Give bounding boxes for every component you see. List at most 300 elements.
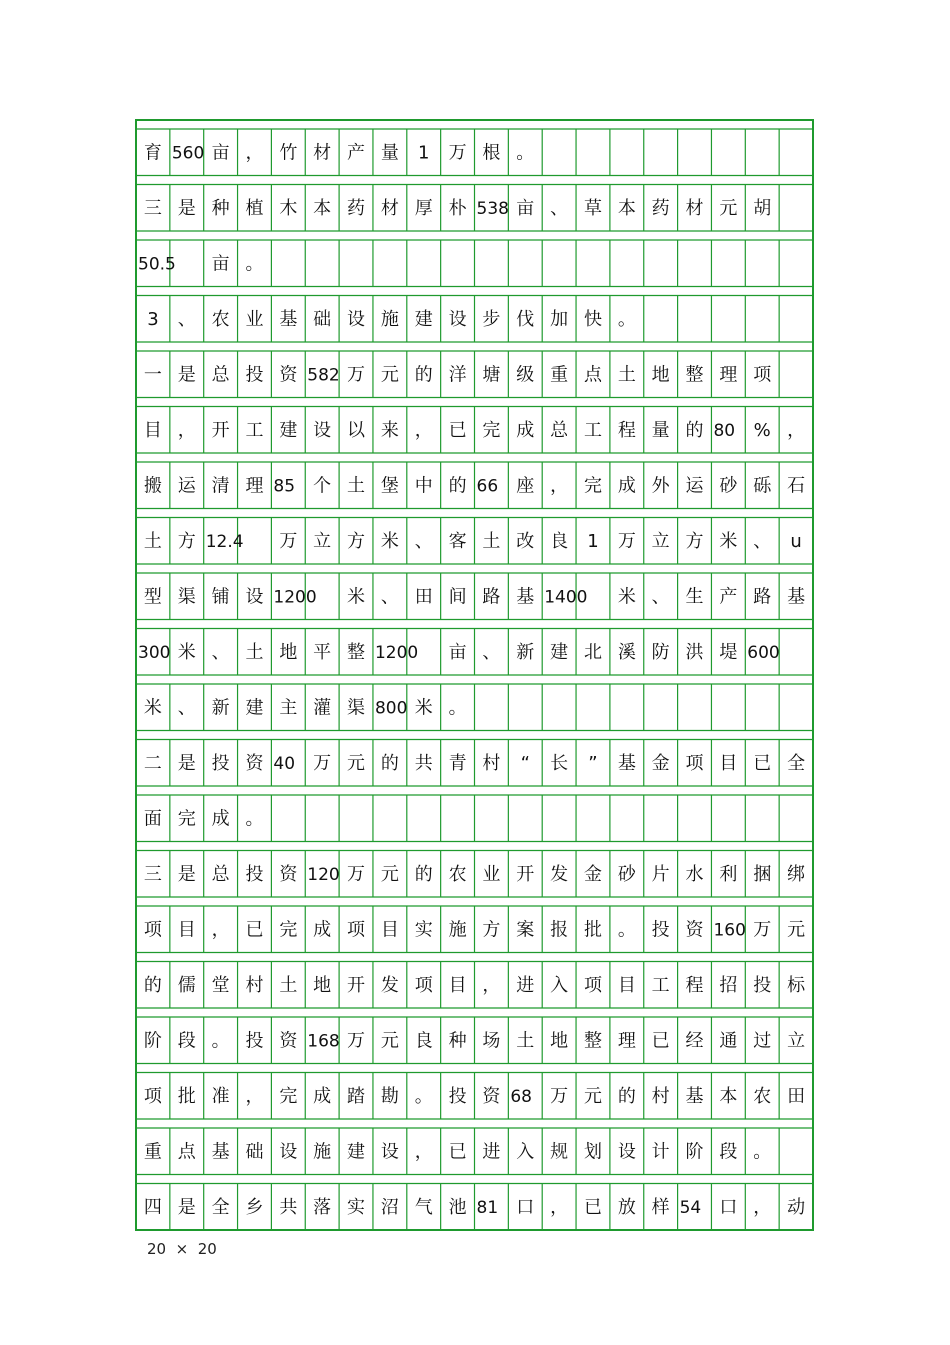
- grid-cell-text: 建: [279, 419, 298, 441]
- grid-cell-text: 、: [177, 697, 196, 719]
- grid-cell-text: 。: [753, 1141, 772, 1163]
- grid-cell-text: 完: [583, 475, 602, 497]
- grid-cell-text: 投: [211, 752, 230, 774]
- grid-cell-text: 目: [143, 419, 162, 441]
- grid-cell-text: 万: [347, 1030, 366, 1052]
- grid-cell-text: 程: [617, 419, 636, 441]
- grid-cell-text: 堂: [211, 974, 230, 996]
- grid-cell-text: %: [753, 419, 771, 441]
- grid-cell-text: 运: [685, 475, 704, 497]
- grid-cell-text: 快: [583, 308, 602, 330]
- grid-cell-text: 育: [143, 142, 162, 164]
- grid-cell-text: 草: [583, 197, 602, 219]
- grid-cell-text: 建: [245, 697, 264, 719]
- grid-cell-text: ，: [787, 419, 806, 441]
- grid-cell-text: 片: [651, 863, 670, 885]
- grid-cell-text: 口: [719, 1196, 738, 1218]
- grid-cell-text: 目: [617, 974, 636, 996]
- grid-cell-text: 搬: [143, 475, 162, 497]
- grid-cell-text: 成: [313, 1085, 332, 1107]
- grid-cell-text: 成: [516, 419, 535, 441]
- grid-cell-text: 是: [177, 197, 196, 219]
- grid-cell-text: 理: [245, 475, 264, 497]
- grid-cell-text: 设: [279, 1141, 298, 1163]
- grid-cell-text: 项: [347, 919, 366, 941]
- grid-cell-text: 材: [313, 142, 332, 164]
- grid-cell-text: 成: [211, 808, 230, 830]
- grid-cell-text: 项: [753, 364, 772, 386]
- grid-cell-text: 资: [245, 752, 264, 774]
- grid-cell-text: 石: [787, 475, 806, 497]
- grid-cell-text: 米: [177, 641, 196, 663]
- grid-cell-text: ，: [245, 1085, 264, 1107]
- grid-cell-text: 立: [651, 530, 670, 552]
- grid-cell-text: 设: [245, 586, 264, 608]
- grid-cell-text: u: [790, 530, 802, 552]
- grid-cell-text: 立: [313, 530, 332, 552]
- grid-cell-text: 重: [550, 364, 569, 386]
- grid-cell-text: ，: [753, 1196, 772, 1218]
- grid-cell-text: ，: [482, 974, 501, 996]
- grid-cell-text: 案: [516, 919, 535, 941]
- grid-cell-text: 538: [476, 198, 509, 219]
- grid-cell-text: 元: [380, 863, 399, 885]
- grid-cell-text: 平: [313, 641, 332, 663]
- grid-cell-text: 目: [177, 919, 196, 941]
- grid-cell-text: 田: [414, 586, 433, 608]
- grid-cell-text: 米: [143, 697, 162, 719]
- grid-cell-text: 清: [211, 475, 230, 497]
- grid-cell-text: 批: [583, 919, 602, 941]
- grid-cell-text: 规: [550, 1141, 569, 1163]
- grid-cell-text: 资: [685, 919, 704, 941]
- grid-cell-text: 础: [313, 308, 332, 330]
- grid-cell-text: ”: [588, 752, 598, 774]
- grid-cell-text: 已: [753, 752, 772, 774]
- grid-cell-text: 整: [685, 364, 704, 386]
- grid-cell-text: 1200: [273, 587, 317, 608]
- grid-cell-text: 、: [753, 530, 772, 552]
- grid-cell-text: 、: [550, 197, 569, 219]
- grid-cell-text: 1400: [544, 587, 588, 608]
- grid-cell-text: 个: [313, 475, 332, 497]
- grid-cell-text: 场: [482, 1030, 501, 1052]
- grid-cell-text: 元: [380, 364, 399, 386]
- grid-cell-text: 金: [651, 752, 670, 774]
- grid-cell-text: 亩: [448, 641, 467, 663]
- grid-cell-text: 型: [143, 586, 162, 608]
- grid-cell-text: 投: [448, 1085, 467, 1107]
- grid-cell-text: 300: [138, 642, 171, 663]
- grid-cell-text: 样: [651, 1196, 670, 1218]
- grid-cell-text: 米: [380, 530, 399, 552]
- grid-cell-text: 灌: [313, 697, 332, 719]
- grid-cell-text: 业: [482, 863, 501, 885]
- grid-cell-text: 项: [143, 1085, 162, 1107]
- grid-cell-text: 项: [685, 752, 704, 774]
- grid-cell-text: 。: [414, 1085, 433, 1107]
- grid-cell-text: 溪: [617, 641, 636, 663]
- grid-cell-text: 竹: [279, 142, 298, 164]
- grid-cell-text: 农: [211, 308, 230, 330]
- grid-cell-text: 入: [550, 974, 569, 996]
- grid-cell-text: 66: [476, 476, 499, 497]
- grid-cell-text: 根: [482, 142, 501, 164]
- grid-cell-text: 全: [787, 752, 806, 774]
- grid-cell-text: 产: [719, 586, 738, 608]
- grid-cell-text: 砂: [719, 475, 738, 497]
- grid-cell-text: 开: [211, 419, 230, 441]
- grid-cell-text: 万: [313, 752, 332, 774]
- grid-cell-text: 动: [787, 1196, 806, 1218]
- grid-cell-text: 渠: [177, 586, 196, 608]
- grid-cell-text: 池: [448, 1196, 467, 1218]
- grid-cell-text: 级: [516, 364, 535, 386]
- grid-cell-text: ，: [550, 1196, 569, 1218]
- grid-cell-text: 报: [550, 919, 569, 941]
- grid-cell-text: 的: [448, 475, 467, 497]
- grid-cell-text: 进: [482, 1141, 501, 1163]
- grid-cell-text: 村: [245, 974, 264, 996]
- grid-cell-text: 投: [245, 364, 264, 386]
- grid-cell-text: 工: [583, 419, 602, 441]
- grid-cell-text: 地: [651, 364, 670, 386]
- grid-cell-text: 万: [279, 530, 298, 552]
- grid-cell-text: 目: [719, 752, 738, 774]
- grid-cell-text: 资: [482, 1085, 501, 1107]
- grid-cell-text: 方: [482, 919, 501, 941]
- grid-cell-text: 81: [476, 1197, 499, 1218]
- grid-cell-text: 是: [177, 752, 196, 774]
- grid-cell-text: 基: [279, 308, 298, 330]
- grid-cell-text: 划: [583, 1141, 602, 1163]
- grid-cell-text: 设: [617, 1141, 636, 1163]
- grid-cell-text: 塘: [482, 364, 501, 386]
- grid-cell-text: 目: [380, 919, 399, 941]
- grid-cell-text: 发: [380, 974, 399, 996]
- grid-cell-text: ，: [414, 419, 433, 441]
- grid-cell-text: 堡: [380, 475, 399, 497]
- grid-cell-text: 土: [482, 530, 501, 552]
- grid-cell-text: 。: [245, 253, 264, 275]
- grid-cell-text: 招: [719, 974, 738, 996]
- grid-cell-text: 项: [583, 974, 602, 996]
- grid-cell-text: 已: [448, 1141, 467, 1163]
- grid-cell-text: 工: [245, 419, 264, 441]
- grid-cell-text: 生: [685, 586, 704, 608]
- grid-cell-text: 土: [279, 974, 298, 996]
- grid-cell-text: 四: [143, 1196, 162, 1218]
- grid-cell-text: 中: [414, 475, 433, 497]
- grid-cell-text: 投: [245, 1030, 264, 1052]
- grid-cell-text: 发: [550, 863, 569, 885]
- grid-cell-text: “: [520, 752, 530, 774]
- grid-cell-text: 面: [143, 808, 162, 830]
- grid-cell-text: 植: [245, 197, 264, 219]
- grid-cell-text: 步: [482, 308, 501, 330]
- grid-cell-text: 材: [685, 197, 704, 219]
- grid-cell-text: 基: [617, 752, 636, 774]
- grid-cell-text: 元: [719, 197, 738, 219]
- grid-cell-text: 儒: [177, 974, 196, 996]
- grid-cell-text: 亩: [516, 197, 535, 219]
- grid-cell-text: 基: [685, 1085, 704, 1107]
- grid-cell-text: 村: [651, 1085, 670, 1107]
- grid-cell-text: 勘: [380, 1085, 399, 1107]
- grid-cell-text: 铺: [211, 586, 230, 608]
- grid-cell-text: 是: [177, 364, 196, 386]
- grid-cell-text: 设: [448, 308, 467, 330]
- grid-cell-text: 厚: [414, 197, 433, 219]
- grid-cell-text: 总: [211, 863, 230, 885]
- grid-cell-text: 是: [177, 863, 196, 885]
- grid-cell-text: 绑: [787, 863, 806, 885]
- grid-cell-text: 。: [448, 697, 467, 719]
- grid-cell-text: 地: [313, 974, 332, 996]
- grid-cell-text: 实: [414, 919, 433, 941]
- grid-cell-text: 的: [685, 419, 704, 441]
- grid-cell-text: 砾: [753, 475, 772, 497]
- grid-size-label: 20 × 20: [147, 1240, 217, 1258]
- grid-cell-text: 54: [679, 1197, 702, 1218]
- grid-cell-text: 施: [313, 1141, 332, 1163]
- grid-cell-text: 土: [143, 530, 162, 552]
- grid-cell-text: 乡: [245, 1196, 264, 1218]
- grid-cell-text: 是: [177, 1196, 196, 1218]
- grid-cell-text: 土: [347, 475, 366, 497]
- grid-cell-text: 投: [753, 974, 772, 996]
- grid-cell-text: 12.4: [205, 531, 244, 552]
- grid-cell-text: 投: [651, 919, 670, 941]
- grid-cell-text: 共: [279, 1196, 298, 1218]
- grid-cell-text: 长: [550, 752, 569, 774]
- grid-cell-text: 本: [313, 197, 332, 219]
- grid-cell-text: 入: [516, 1141, 535, 1163]
- grid-cell-text: 投: [245, 863, 264, 885]
- grid-cell-text: ，: [550, 475, 569, 497]
- grid-cell-text: 外: [651, 475, 670, 497]
- grid-cell-text: 利: [719, 863, 738, 885]
- grid-cell-text: 已: [448, 419, 467, 441]
- grid-cell-text: 、: [380, 586, 399, 608]
- grid-cell-text: 的: [143, 974, 162, 996]
- grid-cell-text: 阶: [143, 1030, 162, 1052]
- grid-cell-text: 的: [380, 752, 399, 774]
- grid-cell-text: 560: [171, 143, 205, 164]
- grid-cell-text: 施: [448, 919, 467, 941]
- grid-cell-text: 、: [482, 641, 501, 663]
- grid-cell-text: 完: [279, 919, 298, 941]
- grid-cell-text: 防: [651, 641, 670, 663]
- grid-cell-text: 总: [211, 364, 230, 386]
- grid-cell-text: 资: [279, 364, 298, 386]
- grid-cell-text: 田: [787, 1085, 806, 1107]
- grid-cell-text: 落: [313, 1196, 332, 1218]
- grid-cell-text: 口: [516, 1196, 535, 1218]
- grid-cell-text: 以: [347, 419, 366, 441]
- grid-cell-text: 业: [245, 308, 264, 330]
- grid-cell-text: 进: [516, 974, 535, 996]
- grid-cell-text: 已: [583, 1196, 602, 1218]
- grid-cell-text: 设: [380, 1141, 399, 1163]
- grid-cell-text: 北: [583, 641, 602, 663]
- grid-cell-text: 准: [211, 1085, 230, 1107]
- grid-cell-text: 3: [147, 308, 159, 330]
- grid-cell-text: 开: [347, 974, 366, 996]
- grid-cell-text: 。: [617, 919, 636, 941]
- grid-cell-text: 胡: [753, 197, 772, 219]
- grid-cell-text: 已: [245, 919, 264, 941]
- grid-cell-text: 完: [279, 1085, 298, 1107]
- grid-cell-text: 成: [313, 919, 332, 941]
- grid-cell-text: 万: [448, 142, 467, 164]
- grid-cell-text: 施: [380, 308, 399, 330]
- grid-cell-text: 、: [211, 641, 230, 663]
- grid-cell-text: 材: [380, 197, 399, 219]
- grid-cell-text: 项: [143, 919, 162, 941]
- grid-cell-text: 共: [414, 752, 433, 774]
- grid-cell-text: 600: [747, 642, 780, 663]
- grid-cell-text: 渠: [347, 697, 366, 719]
- grid-cell-text: 元: [347, 752, 366, 774]
- grid-cell-text: 万: [753, 919, 772, 941]
- grid-cell-text: 整: [583, 1030, 602, 1052]
- grid-cell-text: 1200: [374, 642, 419, 663]
- grid-cell-text: 重: [143, 1141, 162, 1163]
- grid-cell-text: 良: [550, 530, 569, 552]
- grid-cell-text: 三: [143, 863, 162, 885]
- grid-cell-text: 来: [380, 419, 399, 441]
- grid-cell-text: 的: [414, 364, 433, 386]
- grid-cell-text: 药: [347, 197, 366, 219]
- grid-cell-text: 间: [448, 586, 467, 608]
- grid-cell-text: 已: [651, 1030, 670, 1052]
- grid-cell-text: 伐: [516, 308, 535, 330]
- grid-cell-text: 土: [617, 364, 636, 386]
- grid-cell-text: 160: [713, 920, 746, 941]
- grid-cell-text: 地: [550, 1030, 569, 1052]
- grid-cell-text: 础: [245, 1141, 264, 1163]
- grid-cell-text: 亩: [211, 253, 230, 275]
- grid-cell-text: 成: [617, 475, 636, 497]
- grid-cell-text: 方: [347, 530, 366, 552]
- grid-cell-text: 亩: [211, 142, 230, 164]
- grid-cell-text: 80: [713, 420, 736, 441]
- grid-cell-text: 万: [617, 530, 636, 552]
- grid-cell-text: 800: [374, 698, 408, 719]
- grid-cell-text: 立: [787, 1030, 806, 1052]
- grid-cell-text: 开: [516, 863, 535, 885]
- grid-cell-text: 捆: [753, 863, 772, 885]
- grid-cell-text: 基: [516, 586, 535, 608]
- grid-cell-text: 土: [516, 1030, 535, 1052]
- grid-cell-text: 米: [617, 586, 636, 608]
- grid-cell-text: 设: [347, 308, 366, 330]
- grid-cell-text: 582: [307, 365, 340, 386]
- grid-cell-text: 二: [143, 752, 162, 774]
- grid-cell-text: 批: [177, 1085, 196, 1107]
- grid-cell-text: 通: [719, 1030, 738, 1052]
- grid-cell-text: 洋: [448, 364, 467, 386]
- grid-cell-text: 堤: [719, 641, 738, 663]
- grid-cell-text: 基: [211, 1141, 230, 1163]
- grid-cell-text: 基: [787, 586, 806, 608]
- grid-cell-text: 米: [414, 697, 433, 719]
- grid-cell-text: 完: [177, 808, 196, 830]
- grid-cell-text: 段: [719, 1141, 738, 1163]
- grid-cell-text: 1: [417, 142, 430, 164]
- grid-cell-text: 砂: [617, 863, 636, 885]
- grid-cell-text: 路: [753, 586, 772, 608]
- grid-cell-text: 120: [307, 864, 340, 885]
- grid-cell-text: 点: [177, 1141, 196, 1163]
- grid-cell-text: 元: [583, 1085, 602, 1107]
- grid-cell-text: 土: [245, 641, 264, 663]
- grid-cell-text: ，: [211, 919, 230, 941]
- grid-cell-text: 水: [685, 863, 704, 885]
- grid-cell-text: 沼: [380, 1196, 399, 1218]
- grid-cell-text: 气: [414, 1196, 433, 1218]
- grid-cell-text: 元: [380, 1030, 399, 1052]
- grid-cell-text: 全: [211, 1196, 230, 1218]
- grid-cell-text: 农: [753, 1085, 772, 1107]
- grid-cell-text: 一: [143, 364, 162, 386]
- grid-cell-text: 新: [516, 641, 535, 663]
- grid-cell-text: 万: [347, 364, 366, 386]
- grid-cell-text: 。: [245, 808, 264, 830]
- grid-cell-text: 元: [787, 919, 806, 941]
- grid-cell-text: 地: [279, 641, 298, 663]
- grid-cell-text: 放: [617, 1196, 636, 1218]
- grid-cell-text: 经: [685, 1030, 704, 1052]
- grid-cell-text: 产: [347, 142, 366, 164]
- grid-cell-text: 、: [414, 530, 433, 552]
- grid-cell-text: 改: [516, 530, 535, 552]
- grid-cell-text: 良: [414, 1030, 433, 1052]
- grid-cell-text: 农: [448, 863, 467, 885]
- grid-cell-text: 整: [347, 641, 366, 663]
- grid-cell-text: 点: [583, 364, 602, 386]
- grid-cell-text: 85: [273, 476, 296, 497]
- grid-cell-text: 资: [279, 863, 298, 885]
- grid-cell-text: 目: [448, 974, 467, 996]
- grid-cell-text: ，: [245, 142, 264, 164]
- grid-cell-text: 建: [550, 641, 569, 663]
- grid-cell-text: 项: [414, 974, 433, 996]
- grid-cell-text: 三: [143, 197, 162, 219]
- grid-cell-text: 的: [414, 863, 433, 885]
- grid-cell-text: 种: [211, 197, 230, 219]
- grid-cell-text: 。: [211, 1030, 230, 1052]
- grid-cell-text: 米: [719, 530, 738, 552]
- grid-cell-text: 资: [279, 1030, 298, 1052]
- grid-cell-text: 种: [448, 1030, 467, 1052]
- grid-cell-text: 朴: [448, 197, 467, 219]
- grid-cell-text: 方: [685, 530, 704, 552]
- grid-cell-text: 1: [587, 530, 599, 552]
- grid-cell-text: 理: [719, 364, 738, 386]
- grid-cell-text: 客: [448, 530, 467, 552]
- grid-cell-text: 本: [617, 197, 636, 219]
- grid-cell-text: 建: [347, 1141, 366, 1163]
- grid-cell-text: 加: [550, 308, 569, 330]
- grid-cell-text: 药: [651, 197, 670, 219]
- grid-cell-text: 主: [279, 697, 298, 719]
- grid-cell-text: 新: [211, 697, 230, 719]
- grid-cell-text: 金: [583, 863, 602, 885]
- grid-cell-text: 计: [651, 1141, 670, 1163]
- grid-cell-text: 量: [651, 419, 670, 441]
